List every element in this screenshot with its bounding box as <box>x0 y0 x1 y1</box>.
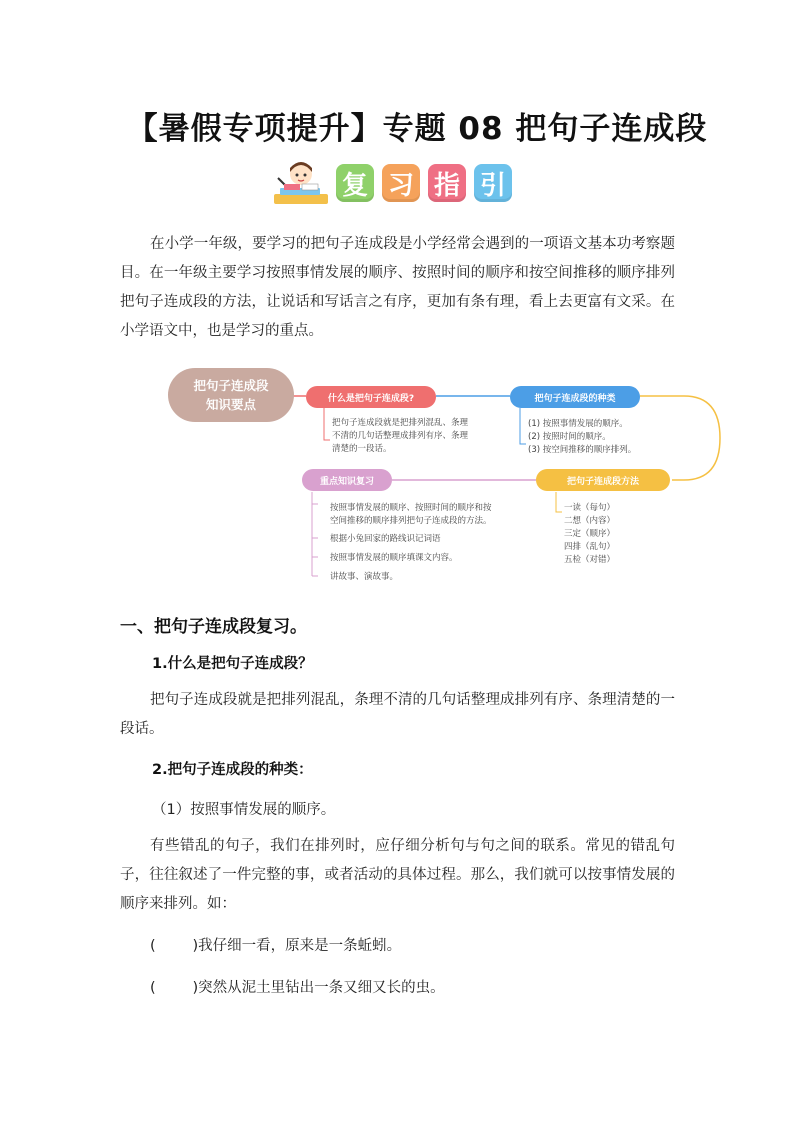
student-reading-icon <box>270 158 332 208</box>
type-1-description: 有些错乱的句子，我们在排列时，应仔细分析句与句之间的联系。常见的错乱句子，往往叙述了一件完整的事，或者活动的具体过程。那么，我们就可以按事情发展的顺序来排列。如： <box>120 838 675 912</box>
what-line-1: 把句子连成段就是把排列混乱、条理 <box>332 418 469 428</box>
methods-node-title: 把句子连成段方法 <box>566 477 640 487</box>
center-node-line1: 把句子连成段 <box>193 378 269 393</box>
guide-char-xi: 习 <box>382 164 420 202</box>
guide-char-fu: 复 <box>336 164 374 202</box>
question-1-answer: 把句子连成段就是把排列混乱，条理不清的几句话整理成排列有序、条理清楚的一段话。 <box>120 692 675 737</box>
types-line-3: (3) 按空间推移的顺序排列。 <box>528 445 637 455</box>
review-guide-banner <box>270 158 512 208</box>
types-line-1: (1) 按照事情发展的顺序。 <box>528 419 628 429</box>
section-heading-1: 一、把句子连成段复习。 <box>120 617 307 637</box>
methods-line-3: 三定（顺序） <box>564 529 616 539</box>
methods-line-2: 二想（内容） <box>564 516 616 526</box>
review-line-2: 空间推移的顺序排列把句子连成段的方法。 <box>330 516 492 526</box>
review-node-title: 重点知识复习 <box>319 477 375 487</box>
types-node-title: 把句子连成段的种类 <box>534 394 616 404</box>
what-line-3: 清楚的一段话。 <box>332 444 392 454</box>
type-1-label: （1）按照事情发展的顺序。 <box>152 802 336 818</box>
question-2-heading: 2.把句子连成段的种类： <box>152 762 313 778</box>
example-sentence-2: ( )突然从泥土里钻出一条又细又长的虫。 <box>150 980 445 996</box>
methods-line-4: 四排（乱句） <box>564 542 616 552</box>
example-sentence-1: ( )我仔细一看，原来是一条蚯蚓。 <box>150 938 402 954</box>
what-bracket <box>324 408 330 440</box>
types-bracket <box>520 408 526 444</box>
center-node <box>168 368 294 422</box>
review-line-1: 按照事情发展的顺序、按照时间的顺序和按 <box>330 503 492 513</box>
question-1-heading: 1.什么是把句子连成段？ <box>152 656 313 672</box>
knowledge-mindmap <box>164 362 730 594</box>
review-bracket <box>312 492 318 576</box>
methods-line-1: 一读（每句） <box>564 503 616 513</box>
what-line-2: 不清的几句话整理成排列有序、条理 <box>332 431 469 441</box>
review-line-4: 按照事情发展的顺序填课文内容。 <box>330 553 458 563</box>
intro-paragraph: 在小学一年级，要学习的把句子连成段是小学经常会遇到的一项语文基本功考察题目。在一年级主要学习按照事情发展的顺序、按照时间的顺序和按空间推移的顺序排列把句子连成段的方法，让说话和写话言之有序，更加有条有理，看上去更富有文采。在小学语文中，也是学习的重点。 <box>120 236 675 339</box>
methods-bracket <box>556 492 562 512</box>
types-line-2: (2) 按照时间的顺序。 <box>528 432 611 442</box>
methods-line-5: 五检（对错） <box>564 555 616 565</box>
connector-types-methods <box>640 396 720 480</box>
guide-char-yin: 引 <box>474 164 512 202</box>
review-line-3: 根据小兔回家的路线识记词语 <box>330 534 441 544</box>
page-title: 【暑假专项提升】专题 08 把句子连成段 <box>126 111 708 147</box>
what-node-title: 什么是把句子连成段? <box>327 394 415 404</box>
center-node-line2: 知识要点 <box>205 397 257 412</box>
review-line-5: 讲故事、演故事。 <box>330 572 399 582</box>
guide-char-zhi: 指 <box>428 164 466 202</box>
